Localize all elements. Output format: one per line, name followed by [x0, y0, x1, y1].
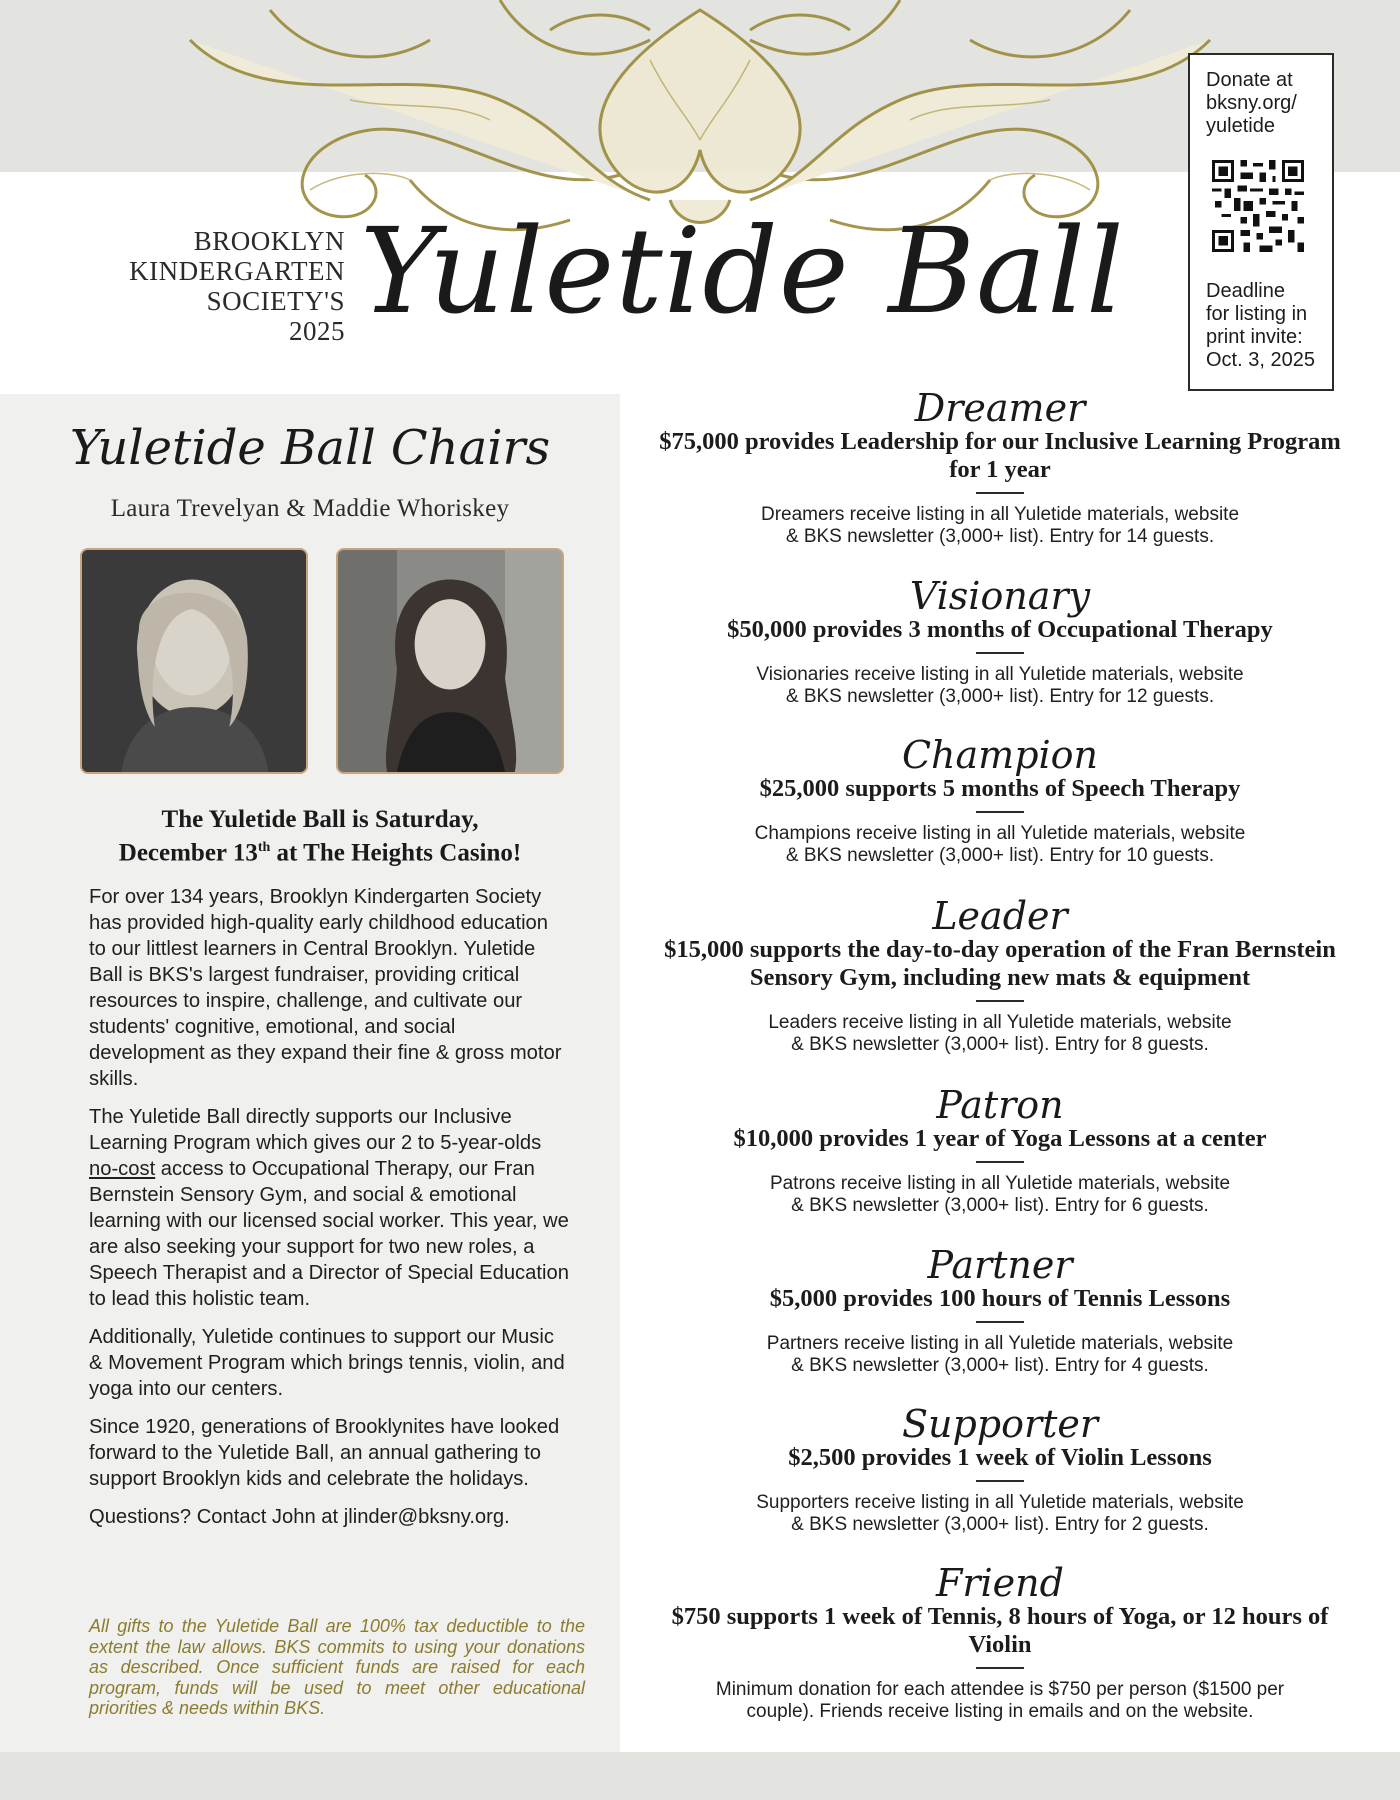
deadline-line-1: Deadline	[1206, 280, 1285, 302]
donate-box	[1188, 53, 1334, 391]
tier-benefit-line-2: & BKS newsletter (3,000+ list). Entry for 10 guests.	[785, 845, 1215, 866]
tier-divider	[976, 1321, 1024, 1323]
tier-name: Visionary	[909, 574, 1091, 618]
tier-benefit-line-1: Supporters receive listing in all Yuletide materials, website	[756, 1492, 1244, 1513]
tier-friend	[645, 1563, 1355, 1723]
tier-divider	[976, 652, 1024, 654]
no-cost-emphasis: no-cost	[89, 1158, 156, 1180]
tier-patron	[645, 1085, 1355, 1217]
tier-headline	[645, 1285, 1355, 1313]
qr-code-icon[interactable]	[1212, 160, 1304, 252]
paragraph-inclusive-program	[89, 1104, 569, 1312]
tax-disclaimer: All gifts to the Yuletide Ball are 100% tax deductible to the extent the law allows. BKS commits to using your donations as described. Once sufficient funds are raised for each program, funds will be used to meet other educational priorities & needs within BKS.	[89, 1616, 585, 1718]
tier-amount: $5,000	[769, 1285, 838, 1312]
tier-amount: $15,000	[664, 936, 744, 963]
tier-benefit-line-2: & BKS newsletter (3,000+ list). Entry for 8 guests.	[791, 1034, 1209, 1055]
donate-text[interactable]	[1206, 69, 1316, 138]
tier-benefit-line-1: Patrons receive listing in all Yuletide materials, website	[769, 1173, 1231, 1194]
tier-description: provides 3 months of Occupational Therapy	[806, 616, 1273, 643]
tier-dreamer	[645, 388, 1355, 548]
tier-headline	[645, 428, 1355, 484]
body-text	[89, 884, 569, 1542]
donate-line-1: Donate at	[1206, 69, 1293, 91]
donate-line-2[interactable]: bksny.org/	[1206, 92, 1297, 114]
tier-amount: $2,500	[788, 1444, 856, 1471]
deadline-text	[1206, 280, 1316, 372]
deadline-line-4: Oct. 3, 2025	[1206, 349, 1315, 371]
tier-benefit-line-1: Dreamers receive listing in all Yuletide materials, website	[760, 504, 1240, 525]
society-name	[90, 226, 345, 346]
chair-photo-laura	[80, 548, 308, 774]
contact-line[interactable]: Questions? Contact John at jlinder@bksny.org.	[89, 1506, 510, 1528]
chairs-title: Yuletide Ball Chairs	[69, 420, 551, 476]
tier-divider	[976, 811, 1024, 813]
tier-benefit-line-1: Partners receive listing in all Yuletide materials, website	[766, 1333, 1234, 1354]
tier-name: Friend	[936, 1561, 1064, 1605]
page-title: Yuletide Ball	[360, 202, 1125, 340]
paragraph-since-1920: Since 1920, generations of Brooklynites have looked forward to the Yuletide Ball, an annual gathering to support Brooklyn kids and celebrate the holidays.	[89, 1416, 560, 1490]
tier-description: provides 1 week of Violin Lessons	[855, 1444, 1212, 1471]
chair-photo-maddie	[336, 548, 564, 774]
chairs-names: Laura Trevelyan & Maddie Whoriskey	[110, 495, 510, 522]
tier-amount: $75,000	[659, 428, 739, 455]
tier-benefit	[645, 1679, 1355, 1723]
tier-leader	[645, 896, 1355, 1056]
tier-divider	[976, 1667, 1024, 1669]
tier-headline	[645, 775, 1355, 803]
paragraph-2-start: The Yuletide Ball directly supports our Inclusive Learning Program which gives our 2 to 5-year-olds	[89, 1106, 542, 1154]
tier-partner	[645, 1245, 1355, 1377]
paragraph-music-movement: Additionally, Yuletide continues to support our Music & Movement Program which brings tennis, violin, and yoga into our centers.	[89, 1326, 565, 1400]
portrait-woman-icon	[82, 550, 306, 772]
tier-benefit	[645, 504, 1355, 548]
event-date-ordinal: th	[257, 840, 271, 855]
tier-benefit-line-2: couple). Friends receive listing in emails and on the website.	[746, 1701, 1254, 1722]
tier-benefit-line-2: & BKS newsletter (3,000+ list). Entry for 14 guests.	[785, 526, 1215, 547]
tier-benefit	[645, 664, 1355, 708]
tier-headline	[645, 1444, 1355, 1472]
tier-name: Patron	[936, 1083, 1064, 1127]
society-line-4: 2025	[289, 316, 345, 346]
paragraph-history: For over 134 years, Brooklyn Kindergarten Society has provided high-quality early childhood education to our littlest learners in Central Brooklyn. Yuletide Ball is BKS's largest fundraiser, providing critical resources to inspire, challenge, and cultivate our students' cognitive, emotional, and social development as they expand their fine & gross motor skills.	[89, 886, 562, 1090]
event-date-line-2	[60, 834, 580, 867]
tier-benefit-line-1: Leaders receive listing in all Yuletide materials, website	[768, 1012, 1232, 1033]
event-date	[60, 806, 580, 867]
tier-description: supports 1 week of Tennis, 8 hours of Yoga, or 12 hours of Violin	[720, 1603, 1329, 1658]
event-date-line-1: The Yuletide Ball is Saturday,	[161, 806, 479, 833]
tier-amount: $50,000	[727, 616, 807, 643]
deadline-line-3: print invite:	[1206, 326, 1303, 348]
society-line-3: SOCIETY'S	[206, 286, 345, 316]
paragraph-2-end: access to Occupational Therapy, our Fran Bernstein Sensory Gym, and social & emotional learning with our licensed social worker. This year, we are also seeking your support for two new roles, a Speech Therapist and a Director of Special Education to lead this holistic team.	[89, 1158, 569, 1310]
tier-benefit-line-2: & BKS newsletter (3,000+ list). Entry for 2 guests.	[791, 1514, 1209, 1535]
tier-amount: $750	[671, 1603, 721, 1630]
event-date-venue: at The Heights Casino!	[270, 839, 522, 867]
tier-name: Dreamer	[914, 386, 1086, 430]
tier-divider	[976, 1161, 1024, 1163]
tier-description: supports the day-to-day operation of the Fran Bernstein Sensory Gym, including new mats & equipment	[743, 936, 1336, 991]
society-line-2: KINDERGARTEN	[129, 256, 345, 286]
tier-divider	[976, 492, 1024, 494]
tier-name: Partner	[927, 1243, 1073, 1287]
event-date-day: December 13	[118, 839, 258, 867]
tier-visionary	[645, 576, 1355, 708]
tier-name: Supporter	[901, 1402, 1099, 1446]
tier-benefit-line-1: Visionaries receive listing in all Yuletide materials, website	[756, 664, 1244, 685]
tier-divider	[976, 1000, 1024, 1002]
tier-benefit	[645, 1012, 1355, 1056]
tier-name: Leader	[932, 894, 1068, 938]
tier-name: Champion	[901, 733, 1099, 777]
tier-benefit-line-2: & BKS newsletter (3,000+ list). Entry for 6 guests.	[791, 1195, 1209, 1216]
tier-headline	[645, 616, 1355, 644]
tier-supporter	[645, 1404, 1355, 1536]
deadline-line-2: for listing in	[1206, 303, 1308, 325]
portrait-woman-icon	[338, 550, 562, 772]
tier-description: supports 5 months of Speech Therapy	[839, 775, 1241, 802]
society-line-1: BROOKLYN	[193, 226, 345, 256]
tier-description: provides Leadership for our Inclusive Learning Program for 1 year	[738, 428, 1341, 483]
tier-description: provides 100 hours of Tennis Lessons	[837, 1285, 1231, 1312]
tier-benefit	[645, 1492, 1355, 1536]
tier-benefit-line-2: & BKS newsletter (3,000+ list). Entry for 4 guests.	[791, 1355, 1209, 1376]
tier-benefit-line-1: Minimum donation for each attendee is $750 per person ($1500 per	[715, 1679, 1285, 1700]
tier-headline	[645, 1125, 1355, 1153]
tier-benefit	[645, 823, 1355, 867]
tier-benefit	[645, 1173, 1355, 1217]
tier-amount: $25,000	[759, 775, 840, 802]
tier-headline	[645, 936, 1355, 992]
tier-benefit	[645, 1333, 1355, 1377]
bottom-band	[0, 1752, 1400, 1800]
tier-champion	[645, 735, 1355, 867]
tier-benefit-line-1: Champions receive listing in all Yuletide materials, website	[754, 823, 1246, 844]
tier-benefit-line-2: & BKS newsletter (3,000+ list). Entry for 12 guests.	[785, 686, 1215, 707]
tier-divider	[976, 1480, 1024, 1482]
tier-amount: $10,000	[733, 1125, 814, 1152]
tier-headline	[645, 1603, 1355, 1659]
tier-description: provides 1 year of Yoga Lessons at a center	[813, 1125, 1267, 1152]
donate-line-3[interactable]: yuletide	[1206, 115, 1275, 137]
